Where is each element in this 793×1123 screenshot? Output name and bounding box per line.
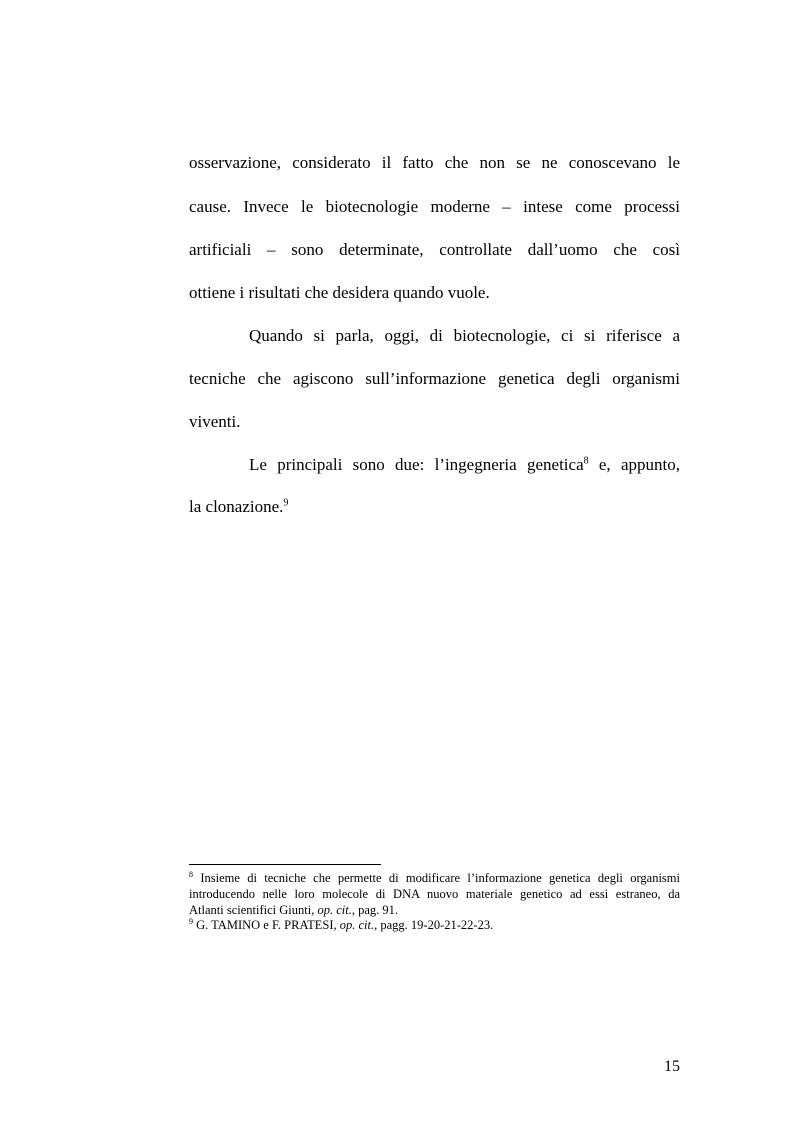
body-line: artificiali – sono determinate, controllate dall’uomo che così [189,240,680,259]
footnote-ref[interactable]: 9 [283,497,289,509]
footnote-mark: 9 [189,916,193,926]
body-line [189,497,680,517]
body-line: viventi. [189,412,241,431]
body-line: tecniche che agiscono sull’informazione genetica degli organismi [189,369,680,388]
footnote-line [189,871,680,886]
body-line: Quando si parla, oggi, di biotecnologie, ci si riferisce a [249,326,680,345]
footnote-mark: 8 [189,869,193,879]
footnote-text: G. TAMINO e F. PRATESI, [193,918,340,932]
body-line: ottiene i risultati che desidera quando vuole. [189,283,490,302]
body-text: Le principali sono due: l’ingegneria genetica [249,455,584,474]
footnote-text: Atlanti scientifici Giunti, [189,903,318,917]
footnote-text: pagg. 19-20-21-22-23. [377,918,494,932]
footnote-line [189,918,680,933]
footnote-line [189,903,680,918]
footnote-text: Insieme di tecniche che permette di modificare l’informazione genetica degli organismi [193,871,680,885]
body-text: la clonazione. [189,497,284,516]
body-line [189,455,680,475]
footnote-ref[interactable]: 8 [583,455,589,467]
footnote-text: pag. 91. [354,903,399,917]
body-line: cause. Invece le biotecnologie moderne – intese come processi [189,197,680,216]
footnote-separator [189,864,381,865]
page-number: 15 [664,1058,680,1075]
footnote-italic: op. cit., [317,903,355,917]
body-text: e, appunto, [588,455,680,474]
body-line: osservazione, considerato il fatto che non se ne conoscevano le [189,153,680,172]
footnote-italic: op. cit., [339,918,378,932]
footnote-line: introducendo nelle loro molecole di DNA nuovo materiale genetico ad essi estraneo, da [189,887,680,901]
